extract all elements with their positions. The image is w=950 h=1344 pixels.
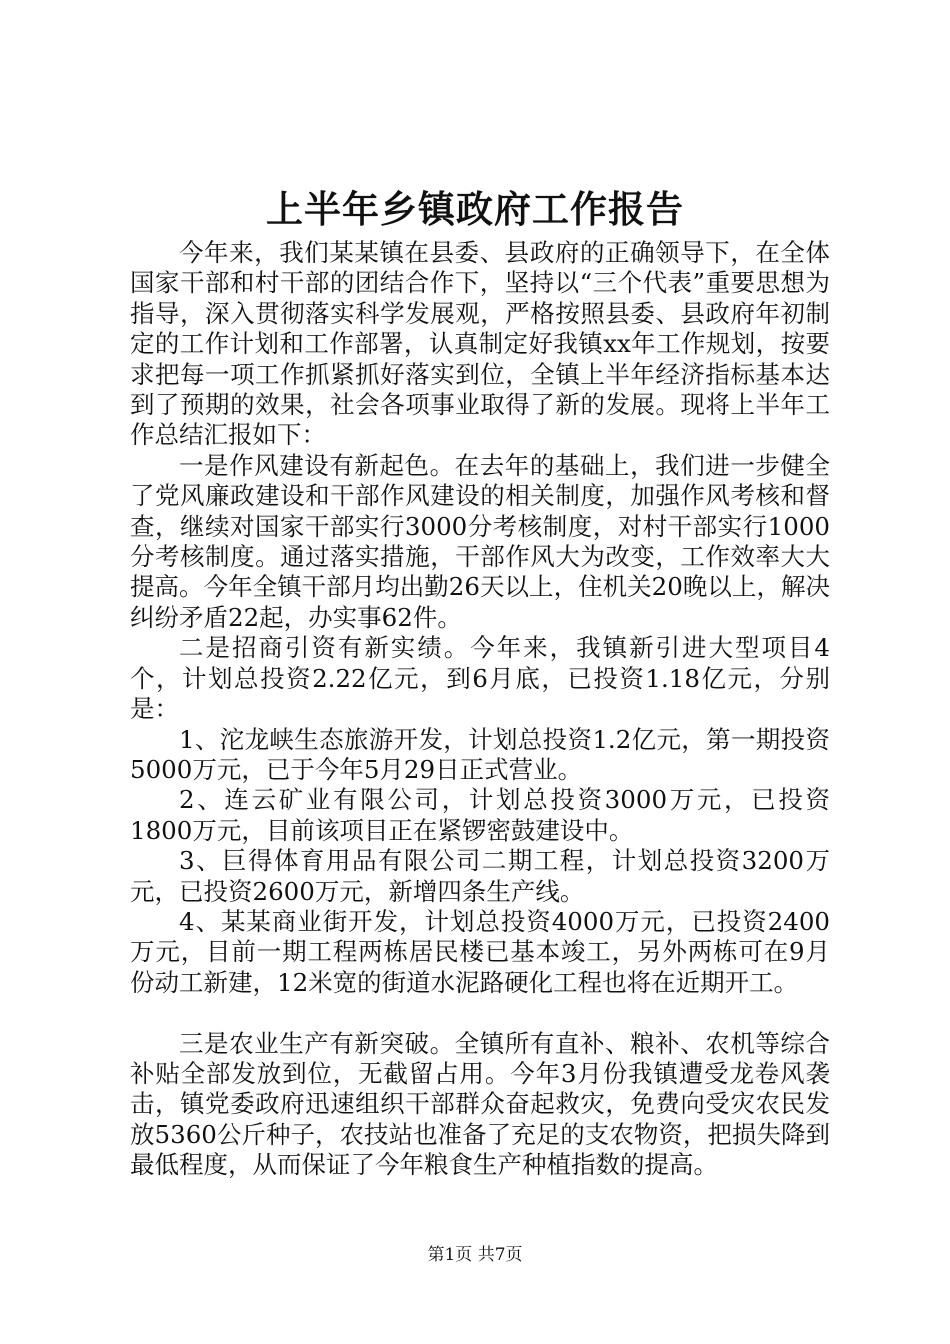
paragraph-spacer <box>130 998 830 1028</box>
paragraph-agriculture: 三是农业生产有新突破。全镇所有直补、粮补、农机等综合补贴全部发放到位，无截留占用。今年3月份我镇遭受龙卷风袭击，镇党委政府迅速组织干部群众奋起救灾，免费向受灾农民发放5360公斤种子，农技站也准备了充足的支农物资，把损失降到最低程度，从而保证了今年粮食生产种植指数的提高。 <box>130 1028 830 1180</box>
list-item-project-4: 4、某某商业街开发，计划总投资4000万元，已投资2400万元，目前一期工程两栋居民楼已基本竣工，另外两栋可在9月份动工新建，12米宽的街道水泥路硬化工程也将在近期开工。 <box>130 906 830 997</box>
document-title: 上半年乡镇政府工作报告 <box>266 187 684 231</box>
list-item-project-1: 1、沱龙峡生态旅游开发，计划总投资1.2亿元，第一期投资5000万元，已于今年5月29日正式营业。 <box>130 724 830 784</box>
paragraph-investment: 二是招商引资有新实绩。今年来，我镇新引进大型项目4个，计划总投资2.22亿元，到6月底，已投资1.18亿元，分别是： <box>130 633 830 724</box>
document-body <box>130 238 830 1181</box>
list-item-project-2: 2、连云矿业有限公司，计划总投资3000万元，已投资1800万元，目前该项目正在紧锣密鼓建设中。 <box>130 785 830 845</box>
paragraph-work-style: 一是作风建设有新起色。在去年的基础上，我们进一步健全了党风廉政建设和干部作风建设的相关制度，加强作风考核和督查，继续对国家干部实行3000分考核制度，对村干部实行1000分考核制度。通过落实措施，干部作风大为改变，工作效率大大提高。今年全镇干部月均出勤26天以上，住机关20晚以上，解决纠纷矛盾22起，办实事62件。 <box>130 450 830 632</box>
list-item-project-3: 3、巨得体育用品有限公司二期工程，计划总投资3200万元，已投资2600万元，新增四条生产线。 <box>130 846 830 906</box>
page-number-footer: 第1页 共7页 <box>427 1245 523 1265</box>
paragraph-intro: 今年来，我们某某镇在县委、县政府的正确领导下，在全体国家干部和村干部的团结合作下，坚持以“三个代表”重要思想为指导，深入贯彻落实科学发展观，严格按照县委、县政府年初制定的工作计划和工作部署，认真制定好我镇xx年工作规划，按要求把每一项工作抓紧抓好落实到位，全镇上半年经济指标基本达到了预期的效果，社会各项事业取得了新的发展。现将上半年工作总结汇报如下： <box>130 238 830 450</box>
